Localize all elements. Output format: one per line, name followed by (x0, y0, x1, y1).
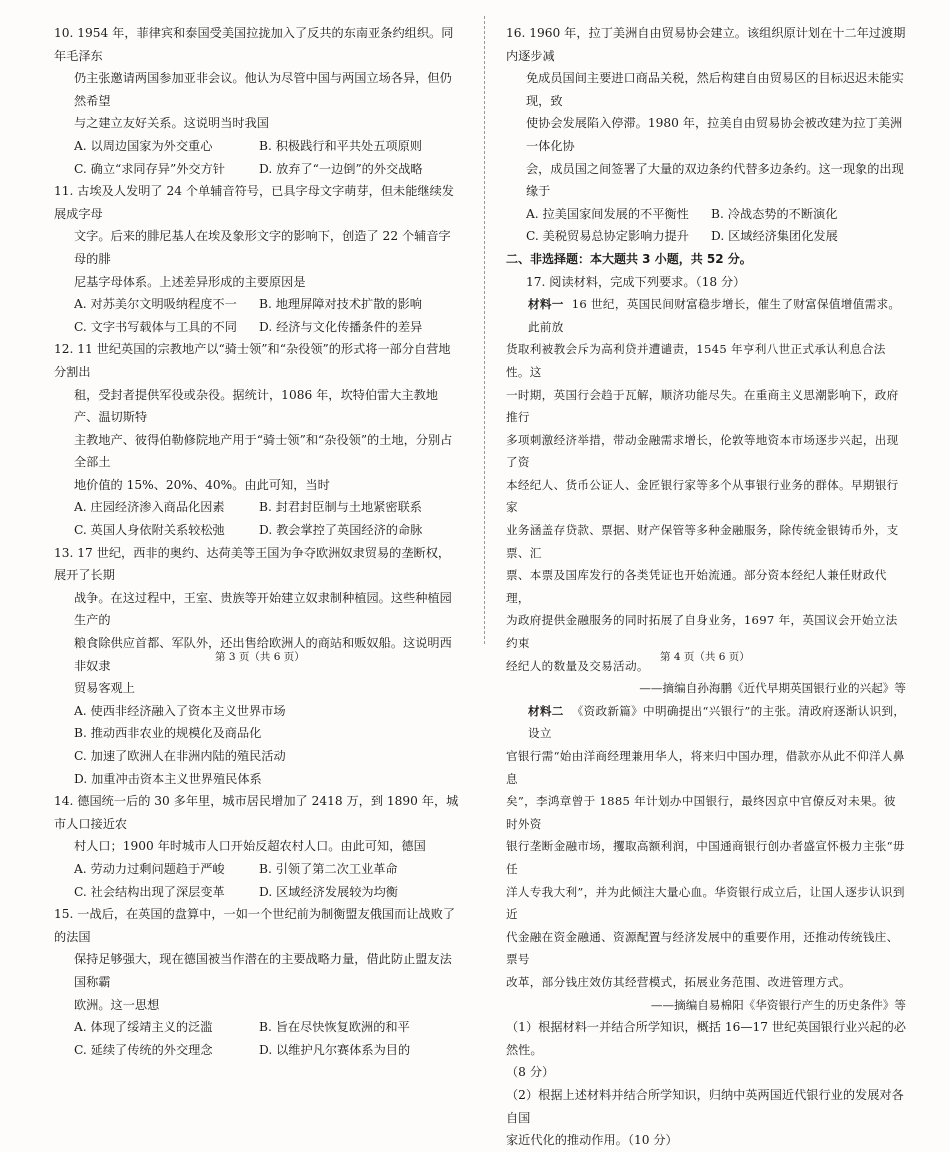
right-page (506, 22, 906, 1152)
material-line: 矣”，李鸿章曾于 1885 年计划办中国银行，最终因京中官僚反对未果。彼时外资 (506, 794, 896, 831)
option-b: B. 积极践行和平共处五项原则 (259, 138, 422, 153)
requirement-1 (506, 1016, 906, 1084)
material-line: 16 世纪，英国民间财富稳步增长，催生了财富保值增值需求。此前放 (528, 297, 901, 334)
question-16-line: 会，成员国之间签署了大量的双边条约代替多边条约。这一现象的出现缘于 (526, 161, 904, 199)
option-d: D. 教会掌控了英国经济的命脉 (259, 523, 423, 538)
material-line: 经纪人的数量及交易活动。 (506, 658, 649, 673)
option-b: B. 旨在尽快恢复欧洲的和平 (259, 1020, 410, 1035)
question-16-line: 16. 1960 年，拉丁美洲自由贸易协会建立。该组织原计划在十二年过渡期内逐步减 (506, 26, 906, 63)
option-c: C. 社会结构出现了深层变革 (74, 884, 225, 899)
question-13 (54, 542, 460, 791)
option-d: D. 区域经济集团化发展 (711, 229, 838, 244)
option-a: A. 劳动力过剩问题趋于严峻 (74, 861, 225, 876)
question-14-options (54, 858, 460, 903)
option-b: B. 地理屏障对技术扩散的影响 (259, 297, 422, 312)
option-a: A. 拉美国家间发展的不平衡性 (526, 206, 689, 221)
material-line: 票、本票及国库发行的各类凭证也开始流通。部分资本经纪人兼任财政代理， (506, 568, 887, 605)
question-12 (54, 338, 460, 541)
requirement-line: 家近代化的推动作用。（10 分） (506, 1133, 678, 1148)
option-d: D. 以维护凡尔赛体系为目的 (259, 1042, 411, 1057)
question-16-line: 使协会发展陷入停滞。1980 年，拉美自由贸易协会被改建为拉丁美洲一体化协 (526, 116, 903, 153)
question-13-line: 粮食除供应首都、军队外，还出售给欧洲人的商站和贩奴船。这说明西非奴隶 (74, 636, 452, 673)
question-12-options (54, 496, 460, 541)
material-line: 多项刺激经济举措，带动金融需求增长，伦敦等地资本市场逐步兴起，出现了资 (506, 432, 899, 470)
material-line: 《资政新篇》中明确提出“兴银行”的主张。清政府逐渐认识到，设立 (528, 703, 906, 741)
requirement-line: （8 分） (506, 1065, 555, 1080)
option-b: B. 封君封臣制与土地紧密联系 (259, 500, 422, 515)
material-line: 洋人专我大利”，并为此倾注大量心血。华资银行成立后，让国人逐步认识到近 (506, 884, 905, 922)
page-divider (484, 16, 485, 644)
question-10 (54, 22, 460, 180)
material-two-label: 材料二 (528, 703, 564, 718)
question-17-intro: 17. 阅读材料，完成下列要求。（18 分） (526, 274, 746, 289)
material-line: 官银行需“始由洋商经理兼用华人，将来归中国办理，借款亦从此不仰洋人鼻息 (506, 749, 905, 786)
question-16-options (506, 203, 906, 248)
question-12-line: 租，受封者提供军役或杂役。据统计，1086 年，坎特伯雷大主教地产、温切斯特 (74, 387, 438, 425)
requirement-2 (506, 1084, 906, 1152)
question-11-line: 11. 古埃及人发明了 24 个单辅音符号，已具字母文字萌芽，但未能继续发展成字母 (54, 184, 454, 221)
material-two-source: ——摘编自易棉阳《华资银行产生的历史条件》等 (650, 997, 906, 1012)
option-d: D. 区域经济发展较为均衡 (259, 884, 398, 899)
question-15-options (54, 1016, 460, 1061)
question-14 (54, 790, 460, 903)
material-one (506, 293, 906, 700)
option-b: B. 冷战态势的不断演化 (711, 206, 838, 221)
material-two (506, 700, 906, 1016)
material-line: 代金融在资金融通、资源配置与经济发展中的重要作用，还推动传统钱庄、票号 (506, 929, 899, 967)
page-number-right: 第 4 页（共 6 页） (660, 651, 750, 663)
question-12-line: 主教地产、彼得伯勒修院地产用于“骑士领”和“杂役领”的土地，分别占全部土 (74, 432, 453, 470)
question-10-line: 10. 1954 年，菲律宾和泰国受美国拉拢加入了反共的东南亚条约组织。同年毛泽东 (54, 26, 454, 63)
question-16-line: 免成员国间主要进口商品关税，然后构建自由贸易区的目标迟迟未能实现，致 (526, 71, 904, 108)
question-16 (506, 22, 906, 248)
option-a: A. 体现了绥靖主义的泛滥 (74, 1020, 213, 1035)
material-one-label: 材料一 (528, 297, 564, 312)
requirement-line: （2）根据上述材料并结合所学知识，归纳中英两国近代银行业的发展对各自国 (506, 1087, 904, 1125)
question-13-line: 13. 17 世纪，西非的奥约、达荷美等王国为争夺欧洲奴隶贸易的垄断权，展开了长期 (54, 545, 451, 583)
question-12-line: 12. 11 世纪英国的宗教地产以“骑士领”和“杂役领”的形式将一部分自营地分割出 (54, 342, 451, 379)
page-number-left: 第 3 页（共 6 页） (215, 651, 305, 663)
section-heading: 二、非选择题：本大题共 3 小题，共 52 分。 (506, 251, 752, 266)
option-b: B. 引领了第二次工业革命 (259, 861, 398, 876)
option-a: A. 以周边国家为外交重心 (74, 138, 213, 153)
question-11-line: 文字。后来的腓尼基人在埃及象形文字的影响下，创造了 22 个辅音字母的腓 (74, 229, 451, 266)
option-d: D. 经济与文化传播条件的差异 (259, 319, 423, 334)
question-14-line: 村人口；1900 年时城市人口开始反超农村人口。由此可知，德国 (74, 839, 426, 854)
option-a: A. 使西非经济融入了资本主义世界市场 (74, 703, 286, 718)
requirement-line: （1）根据材料一并结合所学知识，概括 16—17 世纪英国银行业兴起的必然性。 (506, 1020, 906, 1057)
option-c: C. 英国人身依附关系较松弛 (74, 523, 225, 538)
material-line: 为政府提供金融服务的同时拓展了自身业务，1697 年，英国议会开始立法约束 (506, 613, 898, 651)
material-one-source: ——摘编自孙海鹏《近代早期英国银行业的兴起》等 (639, 681, 906, 696)
question-11 (54, 180, 460, 338)
question-11-options (54, 293, 460, 338)
option-c: C. 延续了传统的外交理念 (74, 1042, 213, 1057)
option-c: C. 美税贸易总协定影响力提升 (526, 229, 689, 244)
material-line: 银行垄断金融市场，攫取高额利润，中国通商银行创办者盛宣怀极力主张“毋任 (506, 839, 905, 876)
option-b: B. 推动西非农业的规模化及商品化 (74, 726, 262, 741)
question-15-line: 保持足够强大，现在德国被当作潜在的主要战略力量，借此防止盟友法国称霸 (74, 952, 452, 989)
option-d: D. 放弃了“一边倒”的外交战略 (259, 161, 423, 176)
option-c: C. 文字书写载体与工具的不同 (74, 319, 237, 334)
option-a: A. 庄园经济渗入商品化因素 (74, 500, 225, 515)
question-13-line: 贸易客观上 (74, 681, 135, 696)
option-a: A. 对苏美尔文明吸纳程度不一 (74, 297, 237, 312)
material-line: 业务涵盖存贷款、票据、财产保管等多种金融服务，除传统金银铸币外，支票、汇 (506, 523, 899, 560)
question-15-line: 欧洲。这一思想 (74, 997, 160, 1012)
question-11-line: 尼基字母体系。上述差异形成的主要原因是 (74, 274, 306, 289)
question-14-line: 14. 德国统一后的 30 多年里，城市居民增加了 2418 万，到 1890 年，城市人口接近农 (54, 794, 459, 831)
question-15 (54, 903, 460, 1061)
question-15-line: 15. 一战后，在英国的盘算中，一如一个世纪前为制衡盟友俄国而让战败了的法国 (54, 907, 456, 944)
question-10-line: 仍主张邀请两国参加亚非会议。他认为尽管中国与两国立场各异，但仍然希望 (74, 71, 452, 108)
question-12-line: 地价值的 15%、20%、40%。由此可知，当时 (74, 477, 330, 492)
left-page (54, 22, 460, 1061)
material-line: 改革，部分钱庄效仿其经营模式，拓展业务范围、改进管理方式。 (506, 974, 851, 989)
option-d: D. 加重冲击资本主义世界殖民体系 (74, 771, 262, 786)
question-10-line: 与之建立友好关系。这说明当时我国 (74, 116, 269, 131)
material-line: 本经纪人、货币公证人、金匠银行家等多个从事银行业务的群体。早期银行家 (506, 477, 899, 515)
question-10-options (54, 135, 460, 180)
question-13-line: 战争。在这过程中，王室、贵族等开始建立奴隶制种植园。这些种植园生产的 (74, 590, 452, 628)
option-c: C. 加速了欧洲人在非洲内陆的殖民活动 (74, 749, 286, 763)
option-c: C. 确立“求同存异”外交方针 (74, 161, 225, 176)
material-line: 一时期，英国行会趋于瓦解，顺济功能尽失。在重商主义思潮影响下，政府推行 (506, 387, 899, 425)
material-line: 货取利被教会斥为高利贷并遭谴责，1545 年亨利八世正式承认利息合法性。这 (506, 342, 886, 379)
